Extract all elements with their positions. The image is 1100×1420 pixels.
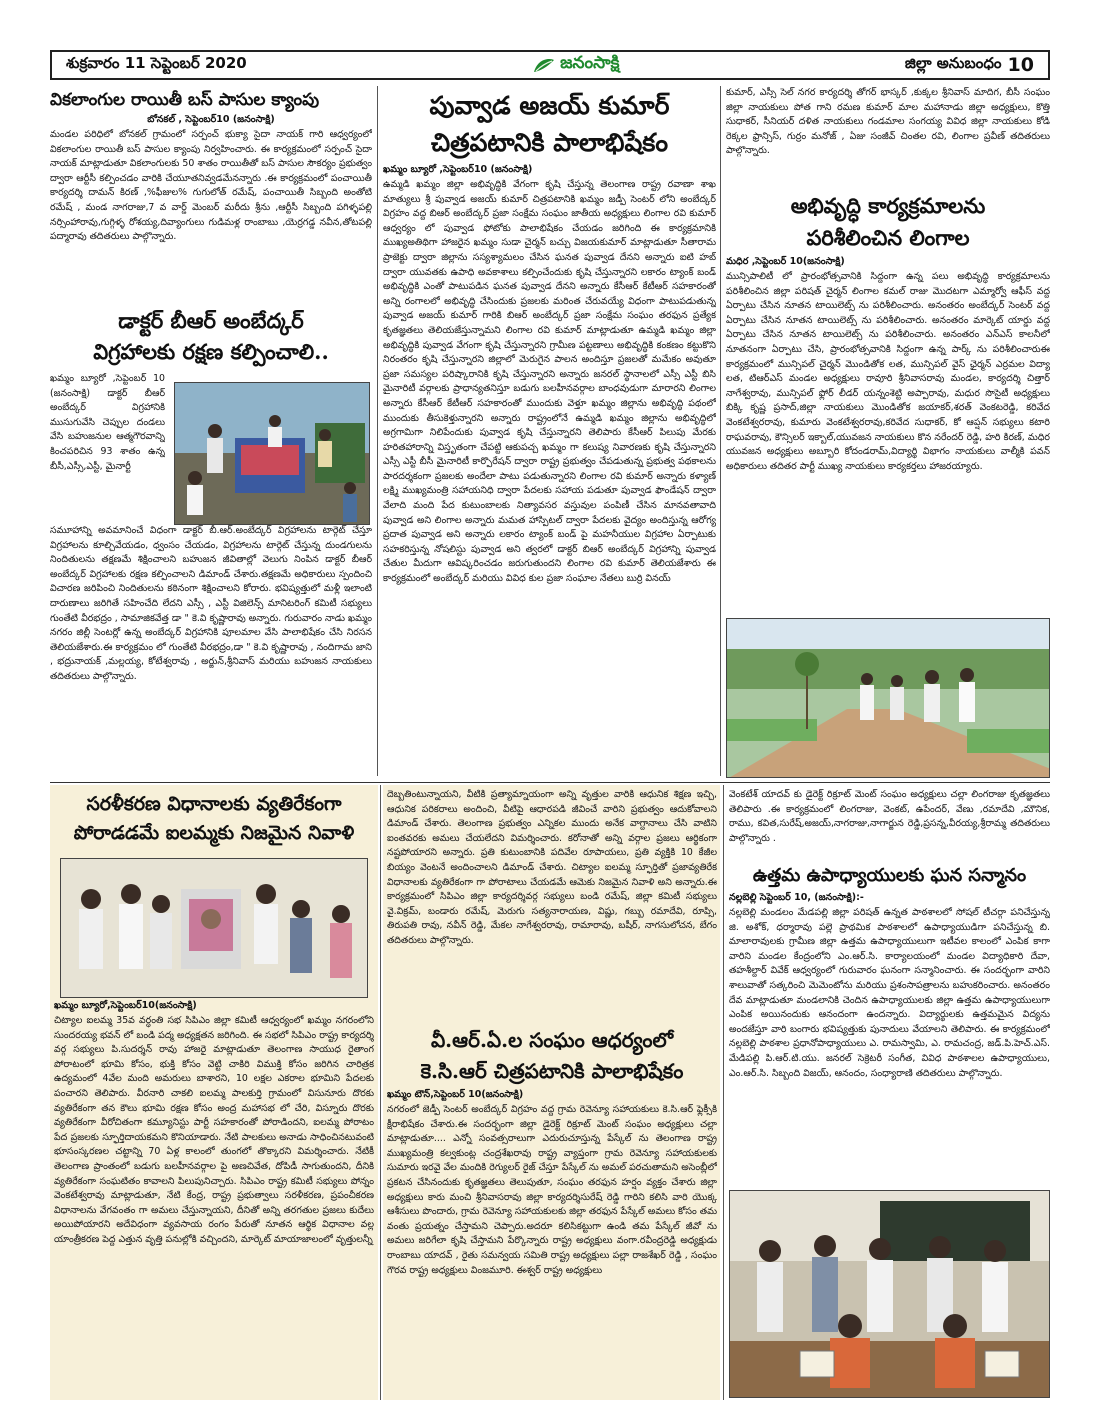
story-body: నగరంలో జెడ్పీ సెంటర్ అంబేద్కర్ విగ్రహం వద్ద గ్రామ రెవెన్యూ సహాయకులు కె.సి.ఆర్ ఫ్లెక్సీకి క్షీరాభిషేకం చేశారు.ఈ సందర్భంగా జిల్లా డైరెక్ట్ రిక్రూట్ మెంట్ సంఘం అధ్యక్షులు చల్లా మాట్లాడుతూ.... ఎన్నో సంవత్సరాలుగా ఎదురుచూస్తున్న పేస్కేల్ ను తెలంగాణ రాష్ట్ర ముఖ్యమంత్రి కల్వకుంట్ల చంద్రశేఖరావు రాష్ట్ర వ్యాప్తంగా గ్రామ రెవెన్యూ సహాయకులకు సుమారు ఇరవై వేల మందికి రెగ్యులర్ రైజ్ చేస్తూ పేస్కేల్ ను అమల్ పరచుతామని అసెంబ్లీలో ప్రకటన చేసినందుకు కృతజ్ఞతలు తెలుపుతూ, సంఘం తరఫున హర్షం వ్యక్తం చేశారు జిల్లా అధ్యక్షులు కారు మంచి శ్రీనివాసరావు జిల్లా కార్యదర్శిసురేష్ రెడ్డి గారిని కలిసి వారి యొక్క ఆశీసులు పొందారు, గ్రామ రెవెన్యూ సహాయకులకు జిల్లా తరఫున పేస్కేల్ అమలు కోసం తమ వంతు ప్రయత్నం చేస్తామని చెప్పారు.అదరూ కలిసికట్టుగా ఉండి తమ పేస్కేల్ జీవో ను అమలు జరిగేలా కృషి చేస్తామని పేర్కొన్నారు రాష్ట్ర అధ్యక్షులు వంగా.రవీంద్రరెడ్డి అధ్యక్షుడు రాంబాబు యాదవ్ , రైతు సమన్వయ సమితి రాష్ట్ర అధ్యక్షులు పల్లా రాజశేఖర్ రెడ్డి , సంఘం గౌరవ రాష్ట్ర అధ్యక్షులు వింజమూరి. ఈశ్వర్ రాష్ట్ర అధ్యక్షులు (387, 1104, 717, 1276)
story-body: మున్సిపాలిటీ లో ప్రారంభోత్సవానికి సిద్దంగా ఉన్న పలు అభివృద్ధి కార్యక్రమాలను పరిశీలించిన జిల్లా పరిషత్ చైర్మన్ లింగాల కమల్ రాజు మొదటగా ఎమ్మార్వో ఆఫీస్ వద్ద ఏర్పాటు చేసిన నూతన టాయిలెట్స్ ను పరిశీలించారు. అనంతరం అంబేద్కర్ సెంటర్ వద్ద ఏర్పాటు చేసిన నూతన టాయిలెట్స్ ను పరిశీలించారు. అనంతరం మార్కెట్ యార్డు వద్ద ఏర్పాటు చేసిన నూతన టాయిలెట్స్ ను పరిశీలించారు. అనంతరం ఎన్ఎస్ కాలనీలో నూతనంగా ఏర్పాటు చేసి, ప్రారంభోత్సవానికి సిద్దంగా ఉన్న పార్క్ ను పరిశీలించారుఈ కార్యక్రమంలో మున్సిపల్ చైర్మన్ మొండితోక లత, మున్సిపల్ వైస్ ఛైర్మన్ ఎర్రమల విద్యా లత, టిఆర్ఎస్ మండల అధ్యక్షులు రావూరి శ్రీనివాసరావు మండల, కార్యదర్శి చిత్తార్ నాగేశ్వరావు, మున్సిపల్ ఫ్లోర్ లీడర్ యన్నంశెట్టి అప్పారావు, మధుర సొసైటీ అధ్యక్షులు బిక్కి కృష్ణ ప్రసాద్,జిల్లా నాయకులు మొండితోక జయాకర్,శరత్ వెంకటరెడ్డి, కరివేద వెంకటేశ్వరరావు, కుమారు వెంకటేశ్వరరావు,కరివేద సుధాకర్, కో ఆప్షన్ సభ్యులు కటారి రాఘవరావు, కౌన్సిలర్ ఇక్బాల్,యువజన నాయకులు కొన నరేందర్ రెడ్డి, హరి కిరణ్, మధిర యువజన అధ్యక్షులు అబ్బూరి కోదండరామ్,విద్యార్థి విభాగం నాయకులు వాల్మీకి పవన్ అధికారులు తదితర పార్టీ ముఖ్య నాయకులు కార్యకర్తలు హాజరయ్యారు. (726, 271, 1050, 472)
dateline: ఖమ్మం టౌన్,సెప్టెంబర్ 10(జనంసాక్షి) (387, 1089, 524, 1100)
dateline: ఖమ్మం బ్యూరో ,సెప్టెంబర్10 (జనంసాక్షి) (383, 164, 533, 175)
story-body: సమూహాన్ని అవమానించే విధంగా డాక్టర్ బీ.ఆర్.అంబేద్కర్ విగ్రహాలను టార్గెట్ చేస్తూ విగ్రహాలను కూల్చివేయడం, ధ్వంసం చేయడం, విగ్రహాలను టార్గెట్ చేస్తున్న దుండగులను నిందితులను తక్షణమే శిక్షించాలని బహుజన జీవితాల్లో వెలుగు నింపిన డాక్టర్ బీఆర్ అంబేద్కర్ విగ్రహాలకు రక్షణ కల్పించాలని డిమాండ్ చేశారు.తక్షణమే అధికారులు స్పందించి విచారణ జరిపించి నిందితులను కఠినంగా శిక్షించాలని కోరారు. భవిష్యత్తులో మళ్లీ ఇలాంటి దారుణాలు జరిగితే సహించేది లేదని ఎస్సీ , ఎస్టీ విజిలెన్స్ మానిటరింగ్ కమిటీ సభ్యులు గుంతేటి వీరభద్రం , సామాజికవేత్త డా " కె.వి కృష్ణారావు అన్నారు. గురువారం నాడు ఖమ్మం నగరం జిల్లీ సెంటర్లో ఉన్న అంబేద్కర్ విగ్రహానికి పూలమాల వేసి పాలాభిషేకం చేసి నిరసన తెలియజేశారు.ఈ కార్యక్రమం లో గుంతేటి వీరభద్రం,డా " కె.వి కృష్ణారావు , నందిగామ జాని , భద్రునాయక్ ,మల్లయ్య, కోటేశ్వరావు , అర్జున్,శ్రీనివాస్ మరియు బహుజన నాయకులు తదితరులు పాల్గొన్నారు. (50, 525, 372, 682)
story-ambedkar (50, 306, 372, 778)
masthead (50, 50, 1050, 80)
story-development-works (726, 190, 1050, 610)
headline-line-2: పోరాడడమే ఐలమ్మకు నిజమైన నివాళి (73, 822, 355, 844)
dateline: మధిర ,సెప్టెంబర్ 10(జనంసాక్షి) (726, 256, 845, 267)
story-ajay-kumar-continued (726, 86, 1050, 174)
headline-line-1: అభివృద్ధి కార్యక్రమాలను (790, 193, 986, 218)
issue-date: శుక్రవారం 11 సెప్టెంబర్ 2020 (66, 54, 247, 72)
page-number: 10 (1007, 54, 1034, 76)
story-body: చిట్యాల ఐలమ్మ 35వ వర్ధంతి సభ సిపిఎం జిల్లా కమిటీ ఆధ్వర్యంలో ఖమ్మం నగరంలోని సుందరయ్య భవన్ లో బండి పద్మ అధ్యక్షతన జరిగింది. ఈ సభలో సిపిఎం రాష్ట్ర కార్యదర్శి వర్గ సభ్యులు పి.సుదర్శన్ రావు హాజరై మాట్లాడుతూ తెలంగాణ సాయుధ రైతాంగ పోరాటంలో భూమి కోసం, భుక్తి కోసం వెట్టి చాకిరి విముక్తి కోసం జరిగిన చారిత్రక ఉద్యమంలో 4వేల మంది అమరులు బాశారని, 10 లక్షల ఎకరాల భూమిని పేదలకు పంచారని తెలిపారు. వీరనారి చాకలి ఐలమ్మ పాలకుర్తి గ్రామంలో విసునూరు దొరకు వ్యతిరేకంగా తన కౌలు భూమి రక్షణ కోసం అంద్ర మహాసభ లో చేరి, విస్నూరు దొరకు వ్యతిరేకంగా వీరోచితంగా కమ్యూనిస్టు పార్టీ సహకారంతో పోరాడిందని, ఐలమ్మ పోరాటం పేద ప్రజలకు స్ఫూర్తిదాయకమని కొనియాడారు. నేటి పాలకులు అనాడు సాధించినటువంటి భూసంస్కరణల చట్టాన్ని 70 ఏళ్ల కాలంలో తుంగలో తొక్కారని విమర్శించారు. నేటికీ తెలంగాణ ప్రాంతంలో బడుగు బలహీనవర్గాల పై అణచివేత, దోపిడీ సాగుతుందని, దీనికి వ్యతిరేకంగా సంఘటితం కావాలని పిలుపునిచ్చారు. సిపిఎం రాష్ట్ర కమిటీ సభ్యులు పోన్నం వెంకటేశ్వరావు మాట్లాడుతూ, నేటి కేంద్ర, రాష్ట్ర ప్రభుత్వాలు సరళీకరణ, ప్రపంచీకరణ విధానాలను వేగవంతం గా అమలు చేస్తున్నాయని, దీనితో అన్ని తరగతుల ప్రజలు కుదేలు అయిపోయారని అదేవిధంగా వ్యవసాయ రంగం పేరుతో నూతన ఆర్థిక విధానాల వల్ల యాంత్రీకరణ పెద్ద ఎత్తున వృత్తి పనుల్లోకి వచ్చిందని, మార్కెట్ మాయాజాలంలో వృత్తులన్నీ (54, 1015, 374, 1245)
headline-line-2: పరిశీలించిన లింగాల (806, 225, 970, 250)
headline-line-1: పువ్వాడ అజయ్ కుమార్ (429, 91, 670, 120)
headline: ఉత్తమ ఉపాధ్యాయులకు ఘన సన్మానం (752, 865, 1027, 886)
headline-line-2: విగ్రహాలకు రక్షణ కల్పించాలి.. (93, 339, 329, 364)
newspaper-page (50, 50, 1050, 1400)
story-ajay-kumar (383, 88, 716, 778)
dateline: ఖమ్మం బ్యూరో,సెప్టెంబర్10(జనంసాక్షి) (54, 1000, 197, 1011)
ilamma-tribute-photo (60, 858, 368, 998)
story-body: కుమార్, ఎస్సీ సెల్ నగర కార్యదర్శి తోగర్ భాస్కర్ ,కుక్కల శ్రీనివాస్ మాదిగ, బీసీ సంఘం జిల్లా నాయకులు పోత గాని రమణ కుమార్ మాల మహానాడు జిల్లా అధ్యక్షులు, కొత్తి సుధాకర్, సీనియర్ దళిత నాయకులు గండమాల సంగయ్య వివిధ జిల్లా నాయకులు కోడి రెక్కల ఫ్రాన్సిస్, గుర్రం మనోజ్ , ఏజు సంజీవ్ చింతల రవి, లింగాల ప్రవీణ్ తదితరులు పాల్గొన్నారు. (726, 87, 1050, 157)
story-body: వెంకటేశ్ యాదవ్ కు డైరెక్ట్ రిక్రూట్ మెంట్ సంఘం అధ్యక్షులు చల్లా లింగరాజు కృతజ్ఞతలు తెలిపారు .ఈ కార్యక్రమంలో లింగరాజు, వెంకట్, ఉపేందర్, వేణు ,రమాదేవి ,మౌనిక, రాము, కవిత,సురేష్,అజయ్,నాగరాజు,నాగార్జున రెడ్డి,ప్రసన్న,వీరయ్య,శ్రీరామ్మ తదితరులు పాల్గొన్నారు . (729, 789, 1050, 844)
story-vra (387, 1025, 717, 1398)
headline-line-2: కె.సి.ఆర్ చిత్రపటానికి పాలాభిషేకం (420, 1059, 684, 1083)
headline-line-1: వీ.ఆర్.ఏ.ల సంఘం ఆధర్యంలో (430, 1028, 674, 1052)
story-ilamma-continued (387, 788, 717, 1020)
paper-name: జనంసాక్షి (560, 53, 620, 73)
story-body-wrap: ఖమ్మం బ్యూరో ,సెప్టెంబర్ 10 (జనంసాక్షి) డాక్టర్ బీఆర్ అంబేద్కర్ విగ్రహానికి ముసుగువేసి చెప్పుల దండలు వేసి బహుజనుల ఆత్మగౌరవాన్ని కించపరిచిన 93 శాతం ఉన్న బీసీ,ఎస్సీ,ఎస్టీ, మైనార్టీ (50, 373, 165, 472)
dateline: బోనకల్ , సెప్టెంబర్10 (జనంసాక్షి) (147, 114, 275, 125)
story-body: నల్లబెల్లి మండలం మేడపల్లి జిల్లా పరిషత్ ఉన్నత పాఠశాలలో సోషల్ టీచర్గా పనిచేస్తున్న జి. అశోక్, ధర్మారావు పల్లె ప్రాథమిక పాఠశాలలో ఉపాధ్యాయుడిగా పనిచేస్తున్న బి. మాలారావులకు గ్రామీణ జిల్లా ఉత్తమ ఉపాధ్యాయులుగా ఇటీవల కాలంలో ఎంపిక కాగా వారిని మండల కేంద్రంలోని ఎం.ఆర్.సి. కార్యాలయంలో మండల విద్యాధికారి దేవా, తహశీల్దార్ వివేక్ ఆధ్వర్యంలో గురువారం ఘనంగా సన్మానించారు. ఈ సందర్భంగా వారిని శాలువాతో సత్కరించి మెమెంటోను మరియు ప్రశంసాపత్రాలను బహుకరించారు. అనంతరం దేవ మాట్లాడుతూ మండలానికి చెందిన ఉపాధ్యాయులకు జిల్లా ఉత్తమ ఉపాధ్యాయులుగా ఎంపిక అయినందుకు ఆనందంగా ఉందన్నారు. విద్యార్థులకు ఉత్తమమైన విద్యను అందజేస్తూ వారి బంగారు భవిష్యత్తుకు పునాదులు వేయాలని తెలిపారు. ఈ కార్యక్రమంలో నల్లబెల్లి పాఠశాల ప్రధానోపాధ్యాయులు ఎ. రామస్వామి, ఎ. రామచంద్ర, జడ్.పి.హెచ్.ఎస్. మేడిపల్లి పి.ఆర్.టి.యు. జనరల్ సెక్రెటరీ సంగీత, వివిధ పాఠశాలల ఉపాధ్యాయులు, ఎం.ఆర్.సి. సిబ్బంది విజయ్, ఆనందం, సంధ్యారాణి తదితరులు పాల్గొన్నారు. (729, 907, 1050, 1079)
story-teachers (729, 862, 1050, 1150)
headline-line-2: చిత్రపటానికి పాలాభిషేకం (430, 128, 668, 157)
story-body: మండల పరిధిలో బోనకల్ గ్రామంలో సర్పంచ్ భుక్యా సైదా నాయక్ గారి ఆధ్వర్యంలో వికలాంగుల రాయితీ బస్ పాసుల క్యాంపు నిర్వహించారు. ఈ కార్యక్రమంలో సర్పంచ్ సైదా నాయక్ మాట్లాడుతూ వికలాంగులకు 50 శాతం రాయితీతో బస్ పాసుల సౌకర్యం ప్రభుత్వం ద్వారా ఆర్టీసీ కల్పించడం వారికి చేయూతనివ్వడమేనన్నారు .ఈ కార్యక్రమంలో పంచాయితీ కార్యదర్శి దామన్ కిరణ్ ,%ఫీజుల% గుగులోత్ రమేష్, పంచాయితీ సిబ్బంది అంతోటి రమేష్ , మండ నాగరాజు,7 వ వార్డ్ మెంబర్ మరీదు శ్రీను ,ఆర్టీసీ సిబ్బంది పగిళ్ళపల్లి నర్సింహారావు,గుగ్గిళ్ళ రోశయ్య,దివ్యాంగులు గుడిమళ్ల రాంబాబు ,యెర్రగడ్డ నవీన,తోటపల్లి పద్మారావు తదితరులు పాల్గొన్నారు. (50, 129, 372, 243)
teachers-felicitation-photo (729, 1190, 1050, 1398)
story-body: ఉమ్మడి ఖమ్మం జిల్లా అభివృద్ధికి వేగంగా కృషి చేస్తున్న తెలంగాణ రాష్ట్ర రవాణా శాఖ మాత్యులు శ్రీ పువ్వాడ అజయ్ కుమార్ చిత్రపటానికి ఖమ్మం జడ్పీ సెంటర్ లోని అంబేద్కర్ విగ్రహం వద్ద బిఆర్ అంబేద్కర్ ప్రజా సంక్షేమ సంఘం జాతీయ అధ్యక్షులు లింగాల రవి కుమార్ ఆధ్వర్యం లో పువ్వాడ ఫోటోకు పాలాభిషేకం చేయడం జరిగింది ఈ కార్యక్రమానికి ముఖ్యఅతిథిగా హాజరైన ఖమ్మం సుడా చైర్మన్ బచ్చు విజయకుమార్ మాట్లాడుతూ సీతారామ ప్రాజెక్టు ద్వారా జిల్లాను సస్యశ్యామలం చేసిన ఘనత పువ్వాడ దేనని అన్నారు ఐటి హబ్ ద్వారా యువతకు ఉపాధి అవకాశాలు కల్పించేందుకు కృషి చేస్తున్నారని లకారం ట్యాంక్ బండ్ అభివృద్ధికి ఎంతో పాటుపడిన ఘనత పువ్వాడ దేనని అన్నారు కేసీఆర్ కేటీఆర్ సహకారంతో అన్ని రంగాలలో అభివృద్ధి చేసిందుకు ప్రజలకు మరింత చేరువయ్యే విధంగా పాటుపడుతున్న పువ్వాడ అజయ్ కుమార్ గారికి బిఆర్ అంబేద్కర్ ప్రజా సంక్షేమ సంఘం తరఫున ప్రత్యేక కృతజ్ఞతలు తెలియజేస్తున్నామని లింగాల రవి కుమార్ మాట్లాడుతూ ఉమ్మడి ఖమ్మం జిల్లా అభివృద్ధికి పువ్వాడ వేగంగా కృషి చేస్తున్నారని గ్రామీణ పట్టణాలు అభివృద్ధికి కంకణం కట్టుకొని నిరంతరం కృషి చేస్తున్నారని జిల్లాలో మెరుగైన పాలన అందిస్తూ ప్రజలతో మమేకం అవుతూ ప్రజా సమస్యల పరిష్కారానికి కృషి చేస్తున్నారని అన్నారు జనరల్ స్థానాలలో ఎస్సీ ఎస్టీ బిసి మైనారిటీ వర్గాలకు ప్రాధాన్యతనిస్తూ బడుగు బలహీనవర్గాల బాంధవుడుగా మారారని లింగాల అన్నారు కేసీఆర్ కేటీఆర్ సహకారంతో ముందుకు వెళ్తూ ఖమ్మం జిల్లాను అభివృద్ధి పథంలో ముందుకు తీసుకెళ్తున్నారని అన్నారు రాష్ట్రంలోనే ఉమ్మడి ఖమ్మం జిల్లాను అభివృద్ధిలో అగ్రగామిగా నిలిపేందుకు పువ్వాడ కృషి చేస్తున్నారని తెలిపారు కేసీఆర్ పిలుపు మేరకు హరితహారాన్ని విస్తృతంగా చేపట్టి ఆకుపచ్చ ఖమ్మం గా కలుష్య నివారణకు కృషి చేస్తున్నారని ఎస్సీ ఎస్టీ బీసీ మైనారిటీ కార్పొరేషన్ ద్వారా రాష్ట్ర ప్రభుత్వం చేపడుతున్న ప్రభుత్వ పథకాలను పారదర్శకంగా ప్రజలకు అందేలా పాటు పడుతున్నారని లింగాల రవి కుమార్ అన్నారు కళ్యాణ్ లక్ష్మి ముఖ్యమంత్రి సహాయనిధి ద్వారా పేదలకు సహాయ పడుతూ పువ్వాడ ఫౌండేషన్ ద్వారా వేలాది మంది పేద కుటుంబాలకు నిత్యావసర వస్తువుల పంపిణీ చేసిన మానవతావాది పువ్వాడ అని లింగాల అన్నారు మమత హాస్పిటల్ ద్వారా పేదలకు వైద్యం అందిస్తున్న ఆరోగ్య ప్రదాత పువ్వాడ అని అన్నారు లకారం ట్యాంక్ బండ్ పై మహనీయుల విగ్రహాల ఏర్పాటుకు సహకరిస్తున్న నోషలిస్టు పువ్వాడ అని త్వరలో డాక్టర్ బిఆర్ అంబేద్కర్ విగ్రహాన్ని పువ్వాడ చేతుల మీదుగా ఆవిష్కరించడం జరుగుతుందని లింగాల రవి కుమార్ తెలియజేశారు ఈ కార్యక్రమంలో అంబేద్కర్ మరియు వివిధ కుల ప్రజా సంఘాల నేతలు బుర్రి వినయ్ (383, 179, 716, 585)
leaf-logo-icon (532, 56, 556, 74)
park-inspection-photo (726, 618, 1050, 778)
paper-logo (532, 53, 619, 77)
ambedkar-protest-photo (174, 382, 370, 525)
headline-line-1: సరళీకరణ విధానాలకు వ్యతిరేకంగా (86, 793, 342, 815)
story-bus-pass (50, 88, 372, 298)
story-body: దెబ్బతింటున్నాయని, వీటికి ప్రత్యామ్నాయంగా అన్ని వృత్తుల వారికి ఆధునిక శిక్షణ ఇచ్చి, ఆధునిక పరికరాలు అందించి, వీటిపై ఆధారపడి జీవించే వారిని ప్రభుత్వం ఆదుకోవాలని డిమాండ్ చేశారు. తెలంగాణ ప్రభుత్వం ఎన్నికల ముందు అనేక వాగ్దానాలు చేసి వాటిని ఐంతవరకు అమలు చేయలేదని విమర్శించారు. కరోనాతో అన్ని వర్గాల ప్రజలు ఆర్థికంగా నష్టపోయారని అన్నారు. ప్రతి కుటుంబానికి పదివేల రూపాయలు, ప్రతి వ్యక్తికి 10 కేజీల బియ్యం వెంటనే అందించాలని డిమాండ్ చేశారు. చిట్యాల ఐలమ్మ స్ఫూర్తితో ప్రజావ్యతిరేక విధానాలకు వ్యతిరేకంగా గా పోరాటాలు చేయడమే ఆమెకు నిజమైన నివాళి అని అన్నారు.ఈ కార్యక్రమంలో సిపిఎం జిల్లా కార్యదర్శివర్గ సభ్యులు బండి రమేష్, జిల్లా కమిటీ సభ్యులు వై.విక్రమ్, బండారు రమేష్, మెరుగు సత్యనారాయణ, విష్ణు, గబ్బు రమాదేవి, రూప్సి, తిరుపతి రావు, నవీన్ రెడ్డి, మేకల నాగేశ్వరరావు, రామారావు, బషీర్, నాగసులోచన, బేగం తదితరులు పాల్గొన్నారు. (387, 789, 717, 946)
headline-line-1: డాక్టర్ బీఆర్ అంబేద్కర్ (118, 308, 304, 333)
dateline: నల్లబెల్లి సెప్టెంబర్ 10, (జనంసాక్షి):- (729, 892, 864, 903)
section-label (905, 54, 1034, 76)
headline: వికలాంగుల రాయితీ బస్ పాసుల క్యాంపు (50, 90, 320, 110)
section-name: జిల్లా అనుబంధం (904, 54, 1002, 72)
story-vra-continued (729, 788, 1050, 858)
